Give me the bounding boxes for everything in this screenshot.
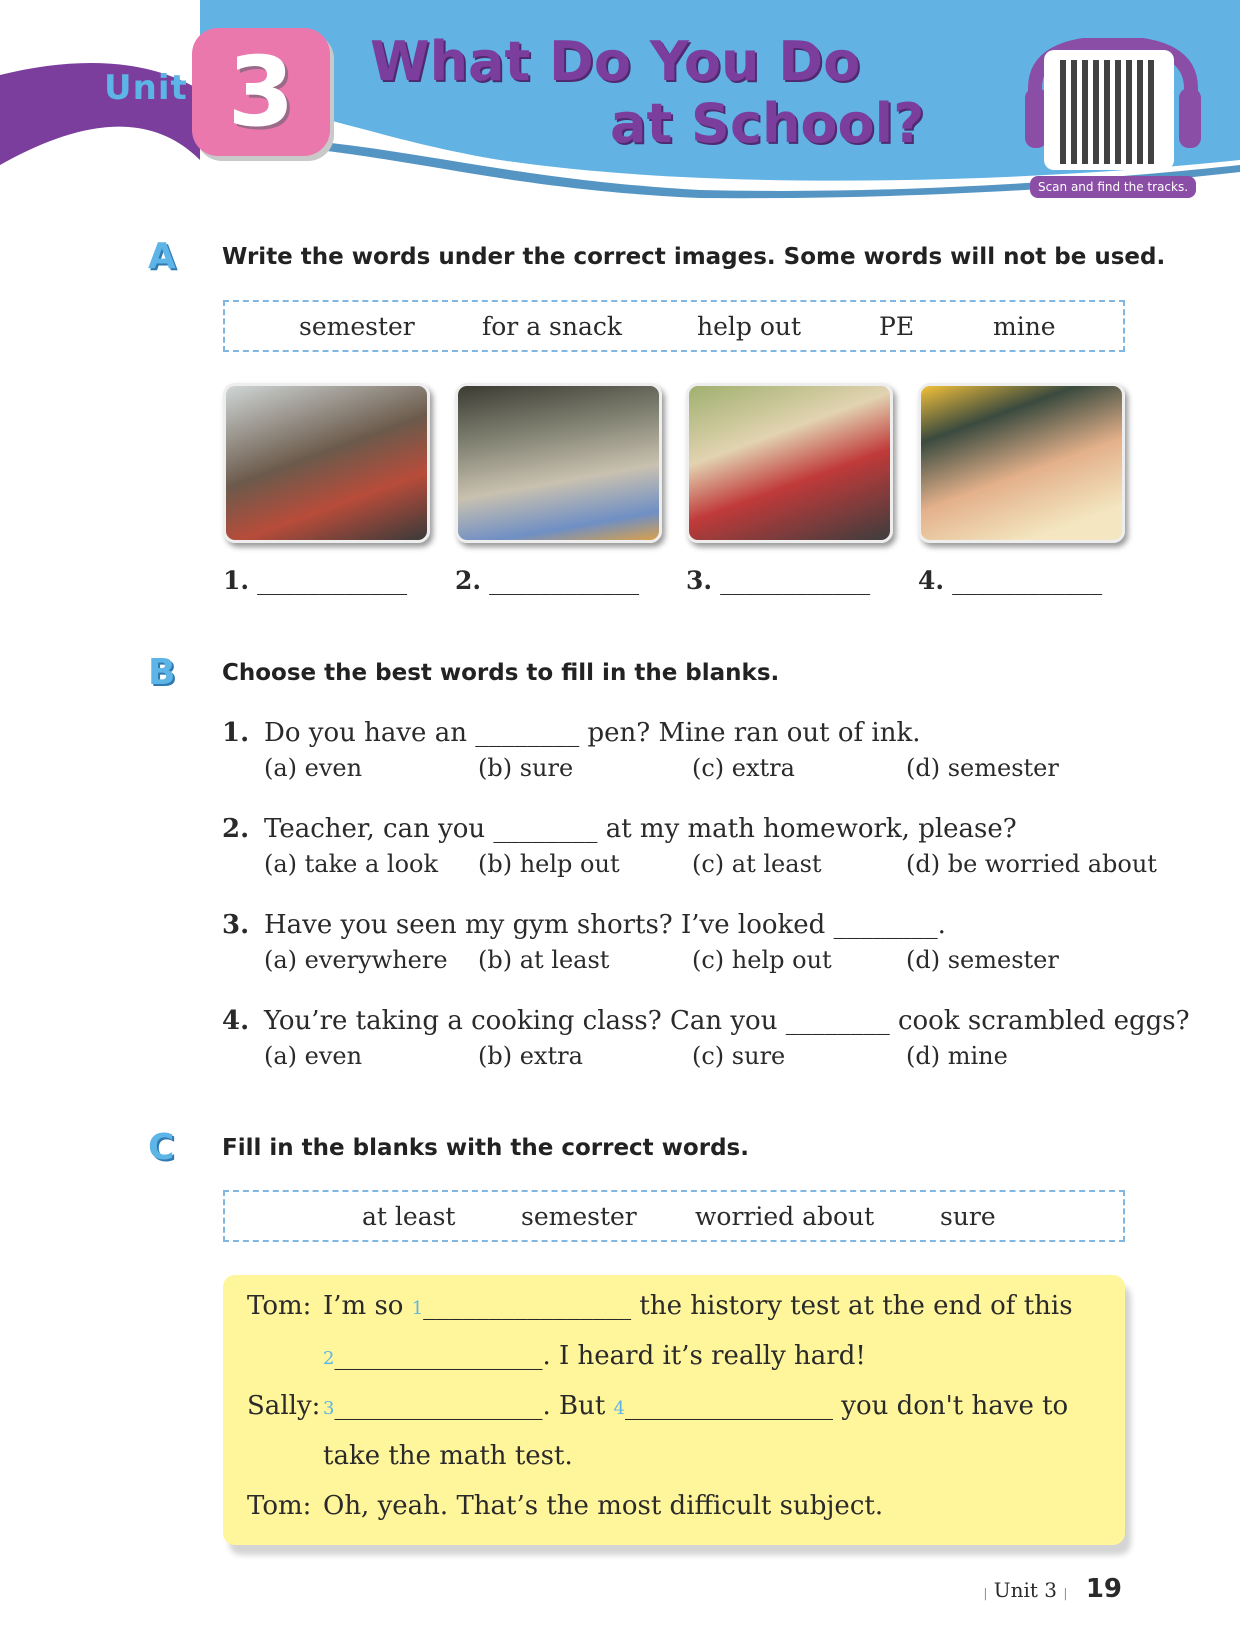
- footer-unit: Unit 3: [993, 1578, 1058, 1602]
- question-2-option[interactable]: (a) take a look: [264, 850, 439, 878]
- answer-blank-1[interactable]: 1. ____________: [223, 566, 408, 595]
- question-2-number: 2.: [222, 814, 250, 844]
- section-b-instruction: Choose the best words to fill in the blanks.: [222, 660, 780, 686]
- page-title-line1: What Do You Do: [370, 30, 861, 93]
- question-1-option[interactable]: (b) sure: [478, 754, 574, 782]
- dialog-line-4-text: take the math test.: [323, 1441, 573, 1471]
- word-bank-item: semester: [299, 311, 415, 341]
- question-4-number: 4.: [222, 1006, 250, 1036]
- answer-blank-3[interactable]: 3. ____________: [686, 566, 871, 595]
- word-bank-item: PE: [879, 311, 915, 341]
- photo-teamwork-hands: [223, 383, 430, 543]
- question-3-text: Have you seen my gym shorts? I’ve looked ________.: [264, 910, 946, 940]
- page-footer: | Unit 3 | 19: [983, 1574, 1122, 1604]
- section-a-instruction: Write the words under the correct images. Some words will not be used.: [222, 244, 1166, 270]
- qr-code[interactable]: [1060, 60, 1158, 164]
- question-1-number: 1.: [222, 718, 250, 748]
- question-1-option[interactable]: (d) semester: [906, 754, 1059, 782]
- word-bank-item: help out: [697, 311, 802, 341]
- unit-number-badge: 3: [192, 28, 330, 156]
- dialog-line-3-text[interactable]: 3________________. But 4________________ you don't have to: [323, 1391, 1069, 1421]
- unit-label: Unit: [104, 68, 188, 108]
- word-bank-item: for a snack: [482, 311, 623, 341]
- page-number: 19: [1085, 1574, 1122, 1604]
- dialog-speaker-sally: Sally:: [247, 1391, 321, 1421]
- question-2-text: Teacher, can you ________ at my math homework, please?: [264, 814, 1017, 844]
- question-2-option[interactable]: (b) help out: [478, 850, 620, 878]
- dialog-line-2-text[interactable]: 2________________. I heard it’s really hard!: [323, 1341, 866, 1371]
- question-2-option[interactable]: (c) at least: [692, 850, 822, 878]
- photo-kids-eating: [918, 383, 1125, 543]
- question-3-option[interactable]: (a) everywhere: [264, 946, 448, 974]
- section-a-word-bank: [223, 300, 1125, 352]
- section-c-letter: C: [148, 1127, 175, 1168]
- photo-girls-reading: [686, 383, 893, 543]
- dialog-speaker-tom: Tom:: [247, 1491, 312, 1521]
- word-bank-item: at least: [362, 1201, 456, 1231]
- section-a-letter: A: [148, 236, 176, 277]
- question-4-option[interactable]: (b) extra: [478, 1042, 583, 1070]
- word-bank-item: semester: [521, 1201, 637, 1231]
- question-4-text: You’re taking a cooking class? Can you ________ cook scrambled eggs?: [264, 1006, 1190, 1036]
- section-b-letter: B: [148, 652, 176, 693]
- question-3-option[interactable]: (d) semester: [906, 946, 1059, 974]
- question-3-option[interactable]: (b) at least: [478, 946, 610, 974]
- dialog-box: [223, 1275, 1125, 1545]
- word-bank-item: mine: [993, 311, 1056, 341]
- question-1-option[interactable]: (c) extra: [692, 754, 795, 782]
- word-bank-item: worried about: [695, 1201, 875, 1231]
- qr-caption: Scan and find the tracks.: [1030, 176, 1196, 198]
- dialog-line-1-text[interactable]: I’m so 1________________ the history test at the end of this: [323, 1291, 1073, 1321]
- question-2-option[interactable]: (d) be worried about: [906, 850, 1157, 878]
- question-4-option[interactable]: (c) sure: [692, 1042, 786, 1070]
- answer-blank-2[interactable]: 2. ____________: [455, 566, 640, 595]
- photo-girl-toy-car: [455, 383, 662, 543]
- question-4-option[interactable]: (a) even: [264, 1042, 363, 1070]
- question-1-text: Do you have an ________ pen? Mine ran out of ink.: [264, 718, 921, 748]
- dialog-line-1: Tom:: [247, 1291, 312, 1321]
- answer-blank-4[interactable]: 4. ____________: [918, 566, 1103, 595]
- question-4-option[interactable]: (d) mine: [906, 1042, 1008, 1070]
- page-title-line2: at School?: [610, 92, 925, 155]
- question-3-option[interactable]: (c) help out: [692, 946, 832, 974]
- question-3-number: 3.: [222, 910, 250, 940]
- section-c-instruction: Fill in the blanks with the correct words.: [222, 1135, 749, 1161]
- dialog-line-5-text: Oh, yeah. That’s the most difficult subject.: [323, 1491, 884, 1521]
- word-bank-item: sure: [940, 1201, 996, 1231]
- section-c-word-bank: [223, 1190, 1125, 1242]
- question-1-option[interactable]: (a) even: [264, 754, 363, 782]
